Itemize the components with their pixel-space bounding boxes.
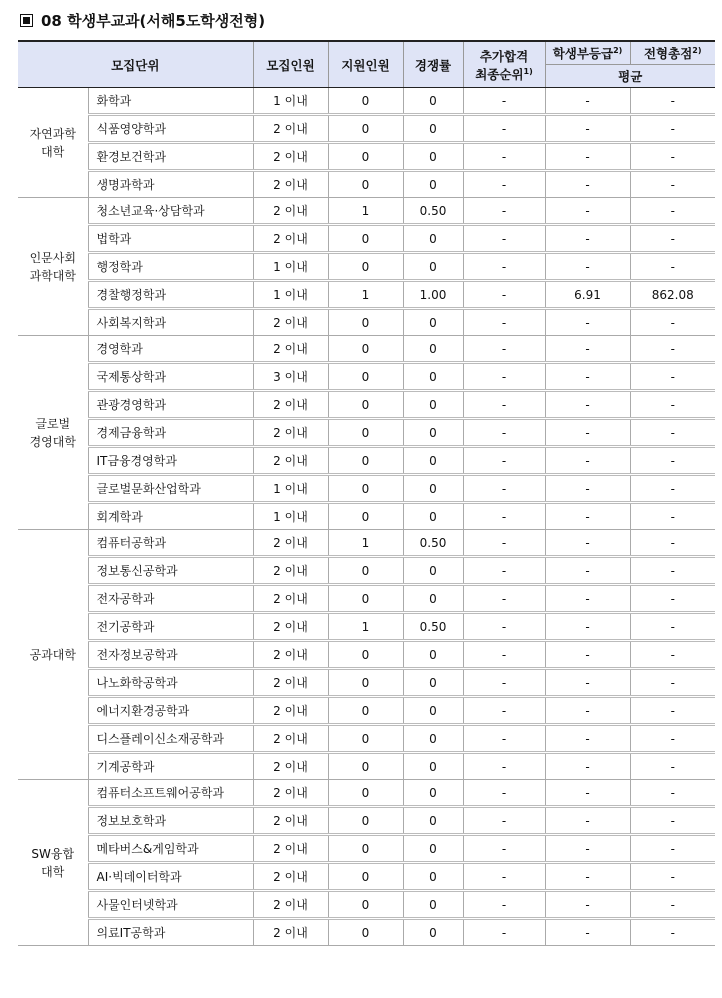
quota-cell: 2 이내 <box>253 807 328 835</box>
department-cell: 디스플레이신소재공학과 <box>88 725 253 753</box>
ratio-cell: 0 <box>403 891 463 919</box>
total-avg-cell: - <box>630 198 715 225</box>
extra-rank-cell: - <box>463 336 545 363</box>
grade-avg-cell: - <box>545 503 630 530</box>
total-avg-cell: - <box>630 613 715 641</box>
quota-cell: 2 이내 <box>253 336 328 363</box>
department-cell: 정보보호학과 <box>88 807 253 835</box>
footnote-2: 2) <box>692 45 702 55</box>
grade-avg-cell: - <box>545 725 630 753</box>
applicants-cell: 0 <box>328 585 403 613</box>
ratio-cell: 0 <box>403 919 463 946</box>
department-cell: 경영학과 <box>88 336 253 363</box>
quota-cell: 2 이내 <box>253 143 328 171</box>
header-applicants: 지원인원 <box>328 41 403 88</box>
ratio-cell: 0.50 <box>403 613 463 641</box>
quota-cell: 2 이내 <box>253 198 328 225</box>
grade-avg-cell: - <box>545 835 630 863</box>
college-cell: 자연과학 대학 <box>18 88 88 198</box>
header-quota: 모집인원 <box>253 41 328 88</box>
department-cell: 관광경영학과 <box>88 391 253 419</box>
applicants-cell: 0 <box>328 88 403 115</box>
quota-cell: 2 이내 <box>253 557 328 585</box>
table-row <box>18 669 715 697</box>
ratio-cell: 0 <box>403 863 463 891</box>
ratio-cell: 0 <box>403 835 463 863</box>
table-row <box>18 919 715 946</box>
department-cell: 생명과학과 <box>88 171 253 198</box>
table-row <box>18 697 715 725</box>
department-cell: IT금융경영학과 <box>88 447 253 475</box>
applicants-cell: 0 <box>328 309 403 336</box>
department-cell: 전자공학과 <box>88 585 253 613</box>
total-avg-cell: - <box>630 863 715 891</box>
department-cell: 사물인터넷학과 <box>88 891 253 919</box>
quota-cell: 1 이내 <box>253 281 328 309</box>
header-total-text: 전형총점 <box>643 46 693 61</box>
table-row <box>18 557 715 585</box>
department-cell: 기계공학과 <box>88 753 253 780</box>
department-cell: AI·빅데이터학과 <box>88 863 253 891</box>
applicants-cell: 0 <box>328 891 403 919</box>
extra-rank-cell: - <box>463 309 545 336</box>
total-avg-cell: - <box>630 725 715 753</box>
table-row <box>18 309 715 336</box>
department-cell: 메타버스&게임학과 <box>88 835 253 863</box>
ratio-cell: 0 <box>403 115 463 143</box>
department-cell: 컴퓨터공학과 <box>88 530 253 557</box>
total-avg-cell: - <box>630 363 715 391</box>
applicants-cell: 0 <box>328 336 403 363</box>
ratio-cell: 0 <box>403 503 463 530</box>
header-total <box>630 41 715 65</box>
extra-rank-cell: - <box>463 780 545 807</box>
grade-avg-cell: - <box>545 530 630 557</box>
quota-cell: 2 이내 <box>253 697 328 725</box>
applicants-cell: 0 <box>328 253 403 281</box>
square-bullet-icon <box>20 14 33 27</box>
ratio-cell: 0.50 <box>403 198 463 225</box>
ratio-cell: 0 <box>403 669 463 697</box>
total-avg-cell: - <box>630 530 715 557</box>
quota-cell: 1 이내 <box>253 475 328 503</box>
table-row <box>18 807 715 835</box>
applicants-cell: 0 <box>328 391 403 419</box>
quota-cell: 2 이내 <box>253 530 328 557</box>
ratio-cell: 0 <box>403 447 463 475</box>
department-cell: 컴퓨터소프트웨어공학과 <box>88 780 253 807</box>
applicants-cell: 0 <box>328 863 403 891</box>
total-avg-cell: - <box>630 557 715 585</box>
ratio-cell: 0 <box>403 88 463 115</box>
quota-cell: 2 이내 <box>253 171 328 198</box>
extra-rank-cell: - <box>463 363 545 391</box>
quota-cell: 2 이내 <box>253 225 328 253</box>
grade-avg-cell: - <box>545 225 630 253</box>
applicants-cell: 0 <box>328 447 403 475</box>
ratio-cell: 0 <box>403 641 463 669</box>
grade-avg-cell: - <box>545 391 630 419</box>
grade-avg-cell: - <box>545 253 630 281</box>
section-title <box>20 10 265 31</box>
quota-cell: 2 이내 <box>253 780 328 807</box>
department-cell: 경제금융학과 <box>88 419 253 447</box>
department-cell: 사회복지학과 <box>88 309 253 336</box>
ratio-cell: 0 <box>403 419 463 447</box>
applicants-cell: 0 <box>328 503 403 530</box>
applicants-cell: 0 <box>328 557 403 585</box>
grade-avg-cell: - <box>545 641 630 669</box>
department-cell: 환경보건학과 <box>88 143 253 171</box>
extra-rank-cell: - <box>463 835 545 863</box>
extra-rank-cell: - <box>463 115 545 143</box>
total-avg-cell: - <box>630 309 715 336</box>
table-row <box>18 863 715 891</box>
total-avg-cell: - <box>630 780 715 807</box>
table-row <box>18 447 715 475</box>
admission-results-table <box>18 40 715 946</box>
applicants-cell: 1 <box>328 281 403 309</box>
total-avg-cell: - <box>630 115 715 143</box>
total-avg-cell: - <box>630 143 715 171</box>
quota-cell: 2 이내 <box>253 863 328 891</box>
applicants-cell: 0 <box>328 363 403 391</box>
ratio-cell: 0 <box>403 475 463 503</box>
table-row <box>18 835 715 863</box>
header-extra-line1: 추가합격 <box>479 48 529 64</box>
department-cell: 전기공학과 <box>88 613 253 641</box>
header-extra-line2: 최종순위 <box>475 66 524 82</box>
quota-cell: 2 이내 <box>253 669 328 697</box>
applicants-cell: 0 <box>328 225 403 253</box>
applicants-cell: 1 <box>328 613 403 641</box>
grade-avg-cell: - <box>545 88 630 115</box>
quota-cell: 1 이내 <box>253 88 328 115</box>
total-avg-cell: - <box>630 919 715 946</box>
extra-rank-cell: - <box>463 391 545 419</box>
ratio-cell: 0 <box>403 780 463 807</box>
grade-avg-cell: - <box>545 753 630 780</box>
table-row <box>18 225 715 253</box>
header-extra <box>463 41 545 88</box>
department-cell: 회계학과 <box>88 503 253 530</box>
extra-rank-cell: - <box>463 585 545 613</box>
total-avg-cell: - <box>630 835 715 863</box>
total-avg-cell: - <box>630 336 715 363</box>
header-grade-text: 학생부등급 <box>552 46 614 61</box>
table-row <box>18 891 715 919</box>
header-average: 평균 <box>545 65 715 88</box>
ratio-cell: 0 <box>403 143 463 171</box>
extra-rank-cell: - <box>463 753 545 780</box>
extra-rank-cell: - <box>463 198 545 225</box>
grade-avg-cell: - <box>545 613 630 641</box>
total-avg-cell: - <box>630 585 715 613</box>
college-cell: 공과대학 <box>18 530 88 780</box>
department-cell: 식품영양학과 <box>88 115 253 143</box>
quota-cell: 2 이내 <box>253 419 328 447</box>
college-cell: 인문사회 과학대학 <box>18 198 88 336</box>
quota-cell: 2 이내 <box>253 613 328 641</box>
quota-cell: 2 이내 <box>253 919 328 946</box>
grade-avg-cell: - <box>545 863 630 891</box>
extra-rank-cell: - <box>463 281 545 309</box>
table-row <box>18 641 715 669</box>
extra-rank-cell: - <box>463 171 545 198</box>
extra-rank-cell: - <box>463 557 545 585</box>
applicants-cell: 0 <box>328 753 403 780</box>
total-avg-cell: - <box>630 253 715 281</box>
total-avg-cell: - <box>630 641 715 669</box>
department-cell: 경찰행정학과 <box>88 281 253 309</box>
total-avg-cell: - <box>630 225 715 253</box>
applicants-cell: 0 <box>328 171 403 198</box>
applicants-cell: 1 <box>328 198 403 225</box>
table-row <box>18 253 715 281</box>
ratio-cell: 0 <box>403 725 463 753</box>
quota-cell: 3 이내 <box>253 363 328 391</box>
extra-rank-cell: - <box>463 613 545 641</box>
ratio-cell: 1.00 <box>403 281 463 309</box>
extra-rank-cell: - <box>463 919 545 946</box>
total-avg-cell: - <box>630 447 715 475</box>
table-row <box>18 419 715 447</box>
grade-avg-cell: - <box>545 171 630 198</box>
total-avg-cell: - <box>630 669 715 697</box>
grade-avg-cell: - <box>545 919 630 946</box>
table-row <box>18 143 715 171</box>
table-row <box>18 391 715 419</box>
department-cell: 글로벌문화산업학과 <box>88 475 253 503</box>
total-avg-cell: - <box>630 419 715 447</box>
extra-rank-cell: - <box>463 807 545 835</box>
applicants-cell: 0 <box>328 143 403 171</box>
extra-rank-cell: - <box>463 419 545 447</box>
total-avg-cell: - <box>630 807 715 835</box>
table-row <box>18 336 715 363</box>
quota-cell: 2 이내 <box>253 585 328 613</box>
total-avg-cell: - <box>630 475 715 503</box>
quota-cell: 2 이내 <box>253 753 328 780</box>
total-avg-cell: - <box>630 753 715 780</box>
header-grade <box>545 41 630 65</box>
quota-cell: 2 이내 <box>253 447 328 475</box>
grade-avg-cell: - <box>545 447 630 475</box>
quota-cell: 2 이내 <box>253 891 328 919</box>
table-row <box>18 475 715 503</box>
quota-cell: 2 이내 <box>253 641 328 669</box>
extra-rank-cell: - <box>463 447 545 475</box>
extra-rank-cell: - <box>463 669 545 697</box>
extra-rank-cell: - <box>463 503 545 530</box>
extra-rank-cell: - <box>463 143 545 171</box>
total-avg-cell: - <box>630 891 715 919</box>
college-cell: 글로벌 경영대학 <box>18 336 88 530</box>
ratio-cell: 0 <box>403 585 463 613</box>
department-cell: 에너지환경공학과 <box>88 697 253 725</box>
footnote-2: 2) <box>613 45 623 55</box>
table-row <box>18 585 715 613</box>
applicants-cell: 0 <box>328 641 403 669</box>
ratio-cell: 0 <box>403 363 463 391</box>
extra-rank-cell: - <box>463 475 545 503</box>
department-cell: 정보통신공학과 <box>88 557 253 585</box>
ratio-cell: 0 <box>403 391 463 419</box>
department-cell: 법학과 <box>88 225 253 253</box>
applicants-cell: 0 <box>328 919 403 946</box>
grade-avg-cell: - <box>545 557 630 585</box>
total-avg-cell: - <box>630 503 715 530</box>
grade-avg-cell: 6.91 <box>545 281 630 309</box>
applicants-cell: 0 <box>328 115 403 143</box>
header-unit: 모집단위 <box>18 41 253 88</box>
department-cell: 국제통상학과 <box>88 363 253 391</box>
total-avg-cell: - <box>630 697 715 725</box>
applicants-cell: 0 <box>328 725 403 753</box>
quota-cell: 2 이내 <box>253 309 328 336</box>
quota-cell: 2 이내 <box>253 725 328 753</box>
applicants-cell: 0 <box>328 419 403 447</box>
applicants-cell: 0 <box>328 835 403 863</box>
grade-avg-cell: - <box>545 309 630 336</box>
table-row <box>18 503 715 530</box>
table-row <box>18 530 715 557</box>
college-cell: SW융합 대학 <box>18 780 88 946</box>
extra-rank-cell: - <box>463 863 545 891</box>
department-cell: 행정학과 <box>88 253 253 281</box>
applicants-cell: 0 <box>328 807 403 835</box>
ratio-cell: 0 <box>403 557 463 585</box>
quota-cell: 2 이내 <box>253 115 328 143</box>
ratio-cell: 0 <box>403 753 463 780</box>
grade-avg-cell: - <box>545 336 630 363</box>
grade-avg-cell: - <box>545 891 630 919</box>
table-row <box>18 115 715 143</box>
department-cell: 청소년교육·상담학과 <box>88 198 253 225</box>
table-row <box>18 88 715 115</box>
department-cell: 전자정보공학과 <box>88 641 253 669</box>
quota-cell: 1 이내 <box>253 253 328 281</box>
table-row <box>18 753 715 780</box>
ratio-cell: 0 <box>403 697 463 725</box>
extra-rank-cell: - <box>463 641 545 669</box>
extra-rank-cell: - <box>463 88 545 115</box>
applicants-cell: 0 <box>328 475 403 503</box>
grade-avg-cell: - <box>545 419 630 447</box>
grade-avg-cell: - <box>545 807 630 835</box>
grade-avg-cell: - <box>545 669 630 697</box>
table-row <box>18 613 715 641</box>
ratio-cell: 0 <box>403 807 463 835</box>
department-cell: 나노화학공학과 <box>88 669 253 697</box>
table-row <box>18 725 715 753</box>
table-row <box>18 780 715 807</box>
extra-rank-cell: - <box>463 891 545 919</box>
applicants-cell: 0 <box>328 669 403 697</box>
section-title-text: 08 학생부교과(서해5도학생전형) <box>41 12 266 30</box>
ratio-cell: 0 <box>403 309 463 336</box>
table-row <box>18 363 715 391</box>
ratio-cell: 0 <box>403 171 463 198</box>
total-avg-cell: - <box>630 88 715 115</box>
grade-avg-cell: - <box>545 697 630 725</box>
ratio-cell: 0.50 <box>403 530 463 557</box>
table-row <box>18 281 715 309</box>
grade-avg-cell: - <box>545 585 630 613</box>
quota-cell: 2 이내 <box>253 391 328 419</box>
grade-avg-cell: - <box>545 363 630 391</box>
grade-avg-cell: - <box>545 475 630 503</box>
grade-avg-cell: - <box>545 115 630 143</box>
header-ratio: 경쟁률 <box>403 41 463 88</box>
ratio-cell: 0 <box>403 336 463 363</box>
applicants-cell: 0 <box>328 697 403 725</box>
applicants-cell: 1 <box>328 530 403 557</box>
grade-avg-cell: - <box>545 198 630 225</box>
extra-rank-cell: - <box>463 530 545 557</box>
department-cell: 의료IT공학과 <box>88 919 253 946</box>
extra-rank-cell: - <box>463 253 545 281</box>
total-avg-cell: - <box>630 171 715 198</box>
extra-rank-cell: - <box>463 725 545 753</box>
extra-rank-cell: - <box>463 697 545 725</box>
quota-cell: 2 이내 <box>253 835 328 863</box>
table-row <box>18 198 715 225</box>
footnote-1: 1) <box>523 66 533 76</box>
ratio-cell: 0 <box>403 225 463 253</box>
extra-rank-cell: - <box>463 225 545 253</box>
department-cell: 화학과 <box>88 88 253 115</box>
ratio-cell: 0 <box>403 253 463 281</box>
total-avg-cell: 862.08 <box>630 281 715 309</box>
total-avg-cell: - <box>630 391 715 419</box>
table-row <box>18 171 715 198</box>
applicants-cell: 0 <box>328 780 403 807</box>
grade-avg-cell: - <box>545 780 630 807</box>
grade-avg-cell: - <box>545 143 630 171</box>
quota-cell: 1 이내 <box>253 503 328 530</box>
